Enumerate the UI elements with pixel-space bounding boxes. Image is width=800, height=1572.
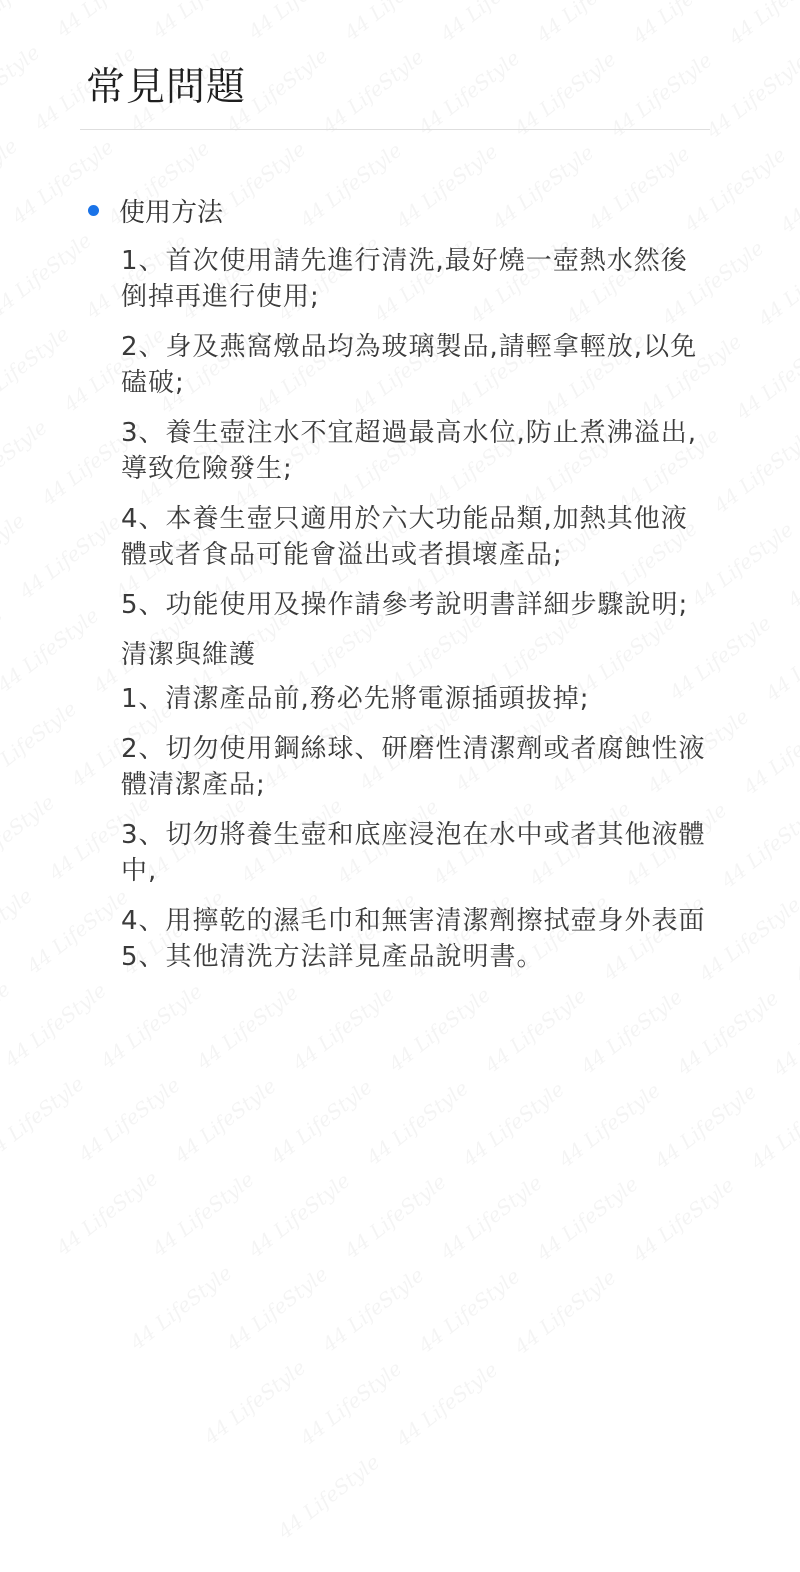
- watermark-text: [510, 47, 621, 141]
- watermark-text: [295, 1356, 406, 1450]
- watermark-text: [22, 884, 133, 978]
- watermark-text: [458, 1077, 569, 1171]
- watermark-text: [317, 44, 428, 138]
- watermark-text: [125, 1260, 236, 1354]
- section-heading-care: 清潔與維護: [121, 640, 257, 670]
- watermark-text: [679, 142, 790, 236]
- watermark-text: [739, 705, 800, 799]
- watermark-text: [702, 49, 800, 143]
- faq-body: [121, 243, 706, 975]
- watermark-text: [487, 140, 598, 234]
- usage-item: 3、養生壺注水不宜超過最高水位,防止煮沸溢出,導致危險發生;: [121, 418, 698, 484]
- watermark-text: [0, 415, 52, 509]
- watermark-text: [244, 0, 355, 44]
- watermark-text: [0, 40, 44, 134]
- watermark-text: [295, 138, 406, 232]
- watermark-text: [0, 321, 74, 415]
- watermark-text: [716, 799, 800, 893]
- watermark-text: [532, 0, 643, 47]
- care-item: 3、切勿將養生壺和底座浸泡在水中或者其他液體中,: [121, 820, 706, 886]
- watermark-text: [0, 977, 15, 1071]
- usage-item: 1、首次使用請先進行清洗,最好燒一壺熱水然後倒掉再進行使用;: [121, 246, 688, 312]
- watermark-text: [7, 135, 118, 229]
- section-heading-usage: 使用方法: [119, 198, 224, 228]
- watermark-text: [0, 228, 96, 322]
- watermark-text: [709, 424, 800, 518]
- watermark-text: [768, 987, 800, 1081]
- page-title: 常見問題: [86, 65, 247, 110]
- care-item: 1、清潔產品前,務必先將電源插頭拔掉;: [121, 684, 590, 714]
- watermark-text: [414, 46, 525, 140]
- watermark-text: [606, 48, 717, 142]
- watermark-text: [221, 1262, 332, 1356]
- usage-item: 2、身及燕窩燉品均為玻璃製品,請輕拿輕放,以免磕破;: [121, 332, 698, 398]
- watermark-text: [532, 1171, 643, 1265]
- watermark-text: [0, 508, 29, 602]
- title-divider: [80, 129, 710, 130]
- watermark-text: [776, 143, 800, 237]
- watermark-text: [52, 1166, 163, 1260]
- watermark-text: [273, 1450, 384, 1544]
- watermark-text: [192, 980, 303, 1074]
- watermark-text: [0, 978, 111, 1072]
- watermark-text: [576, 985, 687, 1079]
- usage-item: 5、功能使用及操作請參考說明書詳細步驟說明;: [121, 590, 689, 620]
- watermark-text: [510, 1265, 621, 1359]
- watermark-text: [266, 1075, 377, 1169]
- watermark-text: [362, 1076, 473, 1170]
- watermark-text: [672, 986, 783, 1080]
- watermark-text: [694, 892, 800, 986]
- watermark-text: [0, 790, 59, 884]
- watermark-text: [436, 0, 547, 46]
- care-item: 5、其他清洗方法詳見產品說明書。: [121, 942, 544, 972]
- watermark-text: [0, 1071, 89, 1165]
- watermark-text: [628, 0, 739, 48]
- watermark-text: [340, 0, 451, 45]
- watermark-text: [199, 1355, 310, 1449]
- care-item: 2、切勿使用鋼絲球、研磨性清潔劑或者腐蝕性液體清潔產品;: [121, 734, 706, 800]
- bullet-icon: [88, 205, 99, 216]
- watermark-text: [583, 141, 694, 235]
- watermark-text: [0, 696, 81, 790]
- watermark-text: [746, 1080, 800, 1174]
- watermark-text: [753, 237, 800, 331]
- watermark-text: [74, 1072, 185, 1166]
- watermark-text: [414, 1264, 525, 1358]
- watermark-text: [628, 1173, 739, 1267]
- watermark-text: [0, 603, 103, 697]
- watermark-text: [384, 982, 495, 1076]
- watermark-text: [0, 0, 66, 41]
- watermark-text: [391, 1357, 502, 1451]
- watermark-text: [554, 1078, 665, 1172]
- watermark-text: [244, 1168, 355, 1262]
- watermark-text: [96, 979, 207, 1073]
- watermark-text: [650, 1079, 761, 1173]
- watermark-text: [731, 330, 800, 424]
- watermark-text: [148, 0, 259, 43]
- watermark-text: [783, 518, 800, 612]
- watermark-text: [0, 883, 37, 977]
- watermark-text: [288, 981, 399, 1075]
- watermark-text: [790, 893, 800, 987]
- watermark-text: [340, 1169, 451, 1263]
- watermark-text: [148, 1167, 259, 1261]
- watermark-text: [436, 1170, 547, 1264]
- watermark-text: [391, 139, 502, 233]
- watermark-text: [318, 1263, 429, 1357]
- watermark-text: [170, 1074, 281, 1168]
- watermark-text: [52, 0, 163, 42]
- watermark-text: [0, 133, 22, 227]
- usage-item: 4、本養生壺只適用於六大功能品類,加熱其他液體或者食品可能會溢出或者損壞產品;: [121, 504, 688, 570]
- watermark-text: [761, 612, 800, 706]
- watermark-text: [724, 0, 800, 49]
- watermark-text: [480, 983, 591, 1077]
- watermark-text: [0, 602, 7, 696]
- care-item: 4、用擰乾的濕毛巾和無害清潔劑擦拭壺身外表面: [121, 906, 706, 936]
- watermark-text: [15, 509, 126, 603]
